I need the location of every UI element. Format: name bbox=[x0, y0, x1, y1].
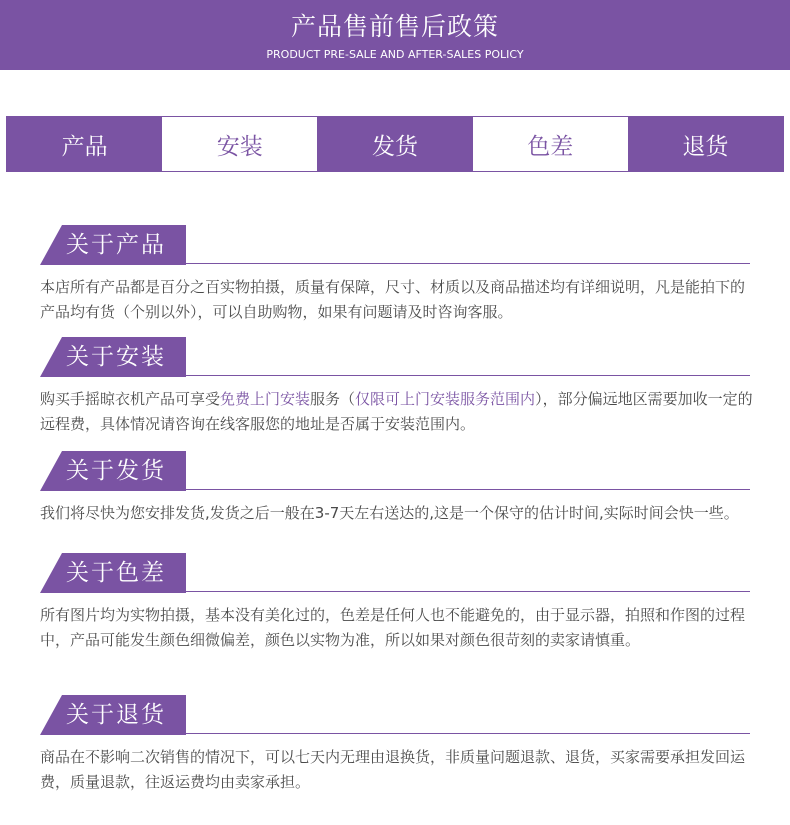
section-title: 关于退货 bbox=[66, 702, 166, 728]
section-color bbox=[0, 553, 790, 653]
section-text: 我们将尽快为您安排发货,发货之后一般在3-7天左右送达的,这是一个保守的估计时间,实际时间会快一些。 bbox=[40, 504, 739, 522]
free-install-highlight: 免费上门安装 bbox=[220, 390, 311, 408]
section-text bbox=[40, 387, 758, 437]
install-text-a: 购买手摇晾衣机产品可享受 bbox=[40, 390, 221, 408]
tab-shipping[interactable]: 发货 bbox=[317, 117, 472, 171]
divider bbox=[186, 733, 750, 734]
section-title: 关于产品 bbox=[66, 232, 166, 258]
tab-returns[interactable]: 退货 bbox=[628, 117, 783, 171]
section-install bbox=[0, 337, 790, 437]
section-product bbox=[0, 225, 790, 325]
install-text-b: 服务（ bbox=[310, 390, 356, 408]
tab-install[interactable]: 安装 bbox=[162, 117, 317, 171]
tab-product[interactable]: 产品 bbox=[7, 117, 162, 171]
section-text: 商品在不影响二次销售的情况下，可以七天内无理由退换货，非质量问题退款、退货，买家需要承担发回运费，质量退款，往返运费均由卖家承担。 bbox=[40, 748, 746, 791]
section-heading bbox=[0, 337, 790, 377]
page-subtitle: PRODUCT PRE-SALE AND AFTER-SALES POLICY bbox=[266, 48, 524, 61]
divider bbox=[186, 591, 750, 592]
page-header bbox=[0, 0, 790, 70]
install-text-c: ），部分偏远地区需要加收一定的远程费，具体情况请咨询在线客服您的地址是否属于安装范围内。 bbox=[40, 390, 753, 433]
section-text: 所有图片均为实物拍摄，基本没有美化过的，色差是任何人也不能避免的，由于显示器，拍照和作图的过程中，产品可能发生颜色细微偏差，颜色以实物为准，所以如果对颜色很苛刻的卖家请慎重。 bbox=[40, 606, 746, 649]
section-heading bbox=[0, 553, 790, 593]
section-returns bbox=[0, 695, 790, 795]
section-shipping bbox=[0, 451, 790, 526]
section-text: 本店所有产品都是百分之百实物拍摄，质量有保障，尺寸、材质以及商品描述均有详细说明，凡是能拍下的产品均有货（个别以外），可以自助购物，如果有问题请及时咨询客服。 bbox=[40, 278, 746, 321]
divider bbox=[186, 263, 750, 264]
service-range-highlight: 仅限可上门安装服务范围内 bbox=[355, 390, 536, 408]
section-title: 关于色差 bbox=[66, 560, 166, 586]
section-heading bbox=[0, 225, 790, 265]
page-title: 产品售前售后政策 bbox=[290, 12, 499, 41]
section-heading bbox=[0, 695, 790, 735]
tab-color[interactable]: 色差 bbox=[473, 117, 628, 171]
section-heading bbox=[0, 451, 790, 491]
section-title: 关于安装 bbox=[66, 344, 166, 370]
section-title: 关于发货 bbox=[66, 458, 166, 484]
policy-tabs bbox=[6, 116, 784, 172]
divider bbox=[186, 375, 750, 376]
divider bbox=[186, 489, 750, 490]
